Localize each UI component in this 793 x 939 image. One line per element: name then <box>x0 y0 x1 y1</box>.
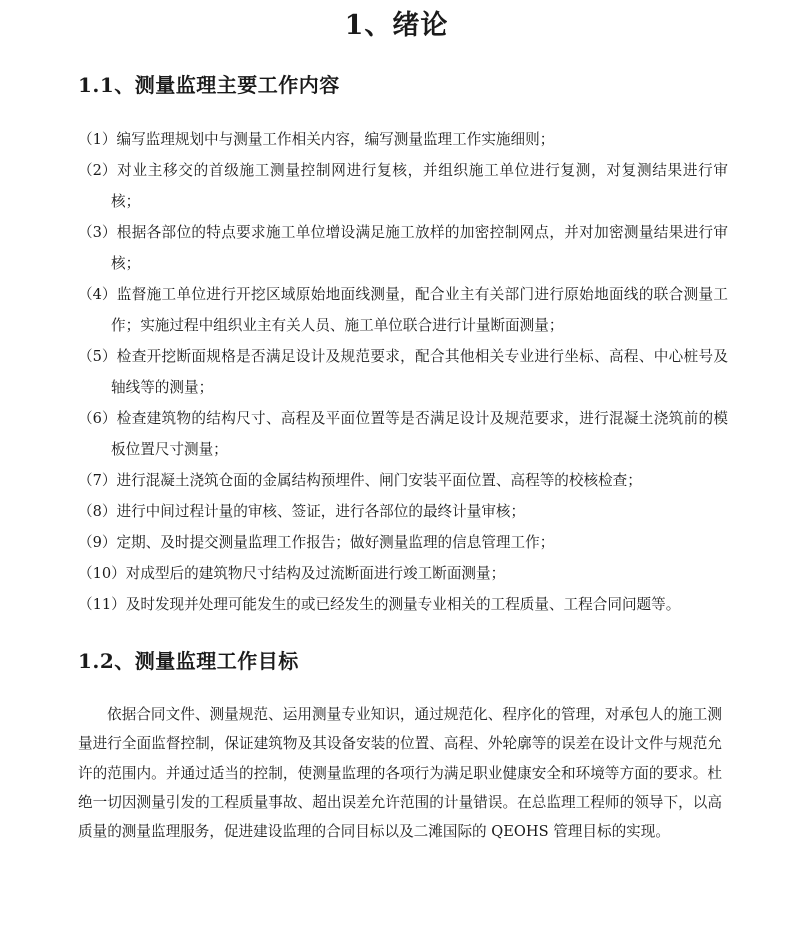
list-item-text: 及时发现并处理可能发生的或已经发生的测量专业相关的工程质量、工程合同问题等。 <box>125 596 681 613</box>
list-item-number: （5） <box>78 348 117 365</box>
section-heading-1-2: 1.2、测量监理工作目标 <box>78 649 299 673</box>
list-item-number: （2） <box>78 162 117 179</box>
list-item-text: 对成型后的建筑物尺寸结构及过流断面进行竣工断面测量； <box>125 565 506 582</box>
list-item <box>78 279 728 341</box>
list-item-text: 检查开挖断面规格是否满足设计及规范要求，配合其他相关专业进行坐标、高程、中心桩号及轴线等的测量； <box>111 348 728 396</box>
list-item-text: 根据各部位的特点要求施工单位增设满足施工放样的加密控制网点，并对加密测量结果进行审核； <box>111 224 728 272</box>
list-item-text: 进行混凝土浇筑仓面的金属结构预埋件、闸门安装平面位置、高程等的校核检查； <box>116 472 642 489</box>
list-item-number: （3） <box>78 224 117 241</box>
list-item-text: 对业主移交的首级施工测量控制网进行复核，并组织施工单位进行复测，对复测结果进行审核； <box>111 162 728 210</box>
list-item <box>78 465 728 496</box>
list-item <box>78 341 728 403</box>
list-item-number: （8） <box>78 503 117 520</box>
list-item-text: 定期、及时提交测量监理工作报告；做好测量监理的信息管理工作； <box>116 534 555 551</box>
list-item-text: 进行中间过程计量的审核、签证，进行各部位的最终计量审核； <box>116 503 526 520</box>
work-objective-paragraph: 依据合同文件、测量规范、运用测量专业知识，通过规范化、程序化的管理，对承包人的施工测量进行全面监督控制，保证建筑物及其设备安装的位置、高程、外轮廓等的误差在设计文件与规范允许的范围内。并通过适当的控制，使测量监理的各项行为满足职业健康安全和环境等方面的要求。杜绝一切因测量引发的工程质量事故、超出误差允许范围的计量错误。在总监理工程师的领导下，以高质量的测量监理服务，促进建设监理的合同目标以及二滩国际的 QEOHS 管理目标的实现。 <box>78 706 722 841</box>
list-item-number: （9） <box>78 534 117 551</box>
list-item-number: （4） <box>78 286 117 303</box>
list-item-number: （7） <box>78 472 117 489</box>
work-content-list <box>78 124 728 620</box>
list-item-number: （1） <box>78 131 117 148</box>
list-item-number: （11） <box>78 596 126 613</box>
list-item <box>78 124 728 155</box>
section-heading-1-1: 1.1、测量监理主要工作内容 <box>78 73 340 97</box>
list-item-number: （6） <box>78 410 117 427</box>
list-item-text: 监督施工单位进行开挖区域原始地面线测量，配合业主有关部门进行原始地面线的联合测量工作；实施过程中组织业主有关人员、施工单位联合进行计量断面测量； <box>111 286 728 334</box>
list-item <box>78 589 728 620</box>
list-item <box>78 155 728 217</box>
list-item-text: 编写监理规划中与测量工作相关内容，编写测量监理工作实施细则； <box>116 131 555 148</box>
list-item <box>78 527 728 558</box>
list-item <box>78 558 728 589</box>
list-item <box>78 217 728 279</box>
list-item <box>78 403 728 465</box>
chapter-title: 1、绪论 <box>344 10 449 41</box>
list-item-number: （10） <box>78 565 126 582</box>
list-item <box>78 496 728 527</box>
list-item-text: 检查建筑物的结构尺寸、高程及平面位置等是否满足设计及规范要求，进行混凝土浇筑前的模板位置尺寸测量； <box>111 410 728 458</box>
